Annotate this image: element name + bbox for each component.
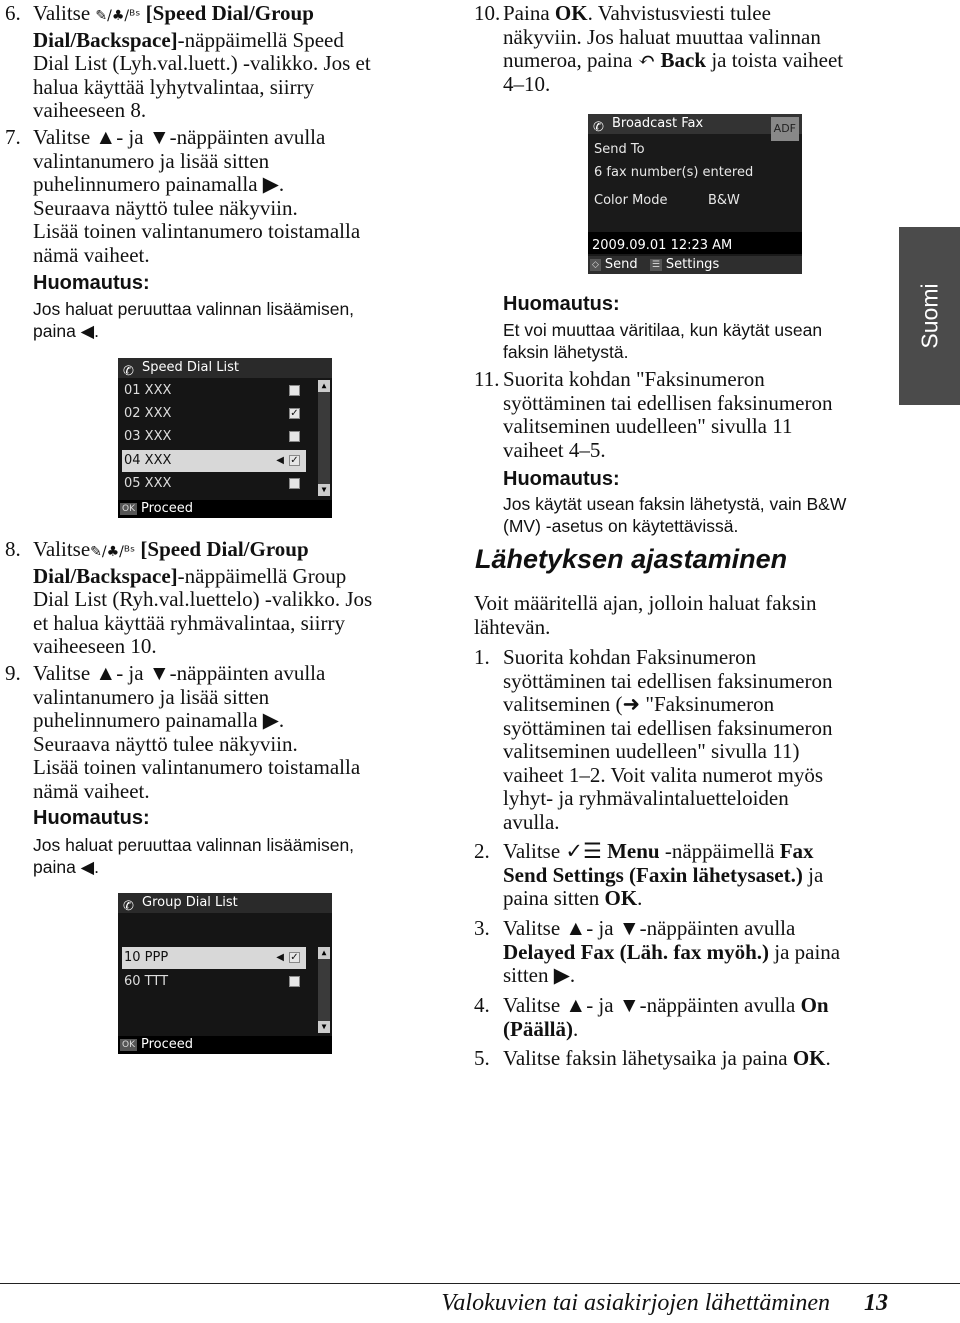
fax-icon: ✆ bbox=[123, 899, 134, 914]
footer-divider bbox=[0, 1283, 960, 1284]
note-heading: Huomautus: bbox=[33, 272, 150, 294]
note-body: Jos käytät usean faksin lähetystä, vain B&W (MV) -asetus on käytettävissä. bbox=[503, 494, 847, 536]
speed-dial-icon: ✎/♣/ᴮˢ bbox=[95, 8, 141, 24]
note-heading: Huomautus: bbox=[503, 293, 620, 315]
note-body: Jos haluat peruuttaa valinnan lisäämisen, paina ◀. bbox=[33, 299, 355, 341]
scroll-up-icon[interactable]: ▲ bbox=[318, 947, 330, 959]
intro-paragraph: Voit määritellä ajan, jolloin haluat faksin lähtevän. bbox=[474, 591, 817, 639]
checkbox[interactable] bbox=[289, 976, 300, 987]
scroll-down-icon[interactable]: ▼ bbox=[318, 484, 330, 496]
left-arrow-icon: ◀ bbox=[276, 952, 284, 963]
checkbox[interactable]: ✓ bbox=[290, 408, 299, 419]
page-number: 13 bbox=[864, 1290, 888, 1316]
list-item[interactable]: 01 XXX bbox=[122, 380, 306, 402]
group-dial-list-screen bbox=[118, 893, 332, 1054]
step-number: 6. bbox=[5, 1, 21, 25]
ok-icon: OK bbox=[122, 1040, 135, 1050]
list-item[interactable]: 05 XXX bbox=[122, 473, 306, 495]
scrollbar[interactable] bbox=[318, 947, 330, 1033]
checkbox[interactable] bbox=[289, 478, 300, 489]
scroll-up-icon[interactable]: ▲ bbox=[318, 380, 330, 392]
checkbox[interactable] bbox=[289, 385, 300, 396]
fax-icon: ✆ bbox=[593, 120, 604, 135]
start-icon: ◇ bbox=[592, 260, 599, 270]
left-arrow-icon: ◀ bbox=[276, 455, 284, 466]
menu-icon: ☰ bbox=[651, 260, 660, 270]
checkbox[interactable]: ✓ bbox=[290, 952, 299, 963]
note-heading: Huomautus: bbox=[503, 468, 620, 490]
list-item[interactable]: 02 XXX ✓ bbox=[124, 406, 299, 421]
speed-dial-icon: ✎/♣/ᴮˢ bbox=[90, 544, 136, 560]
list-item[interactable]: 03 XXX bbox=[122, 426, 306, 448]
note-body: Jos haluat peruuttaa valinnan lisäämisen, paina ◀. bbox=[33, 835, 355, 877]
fax-icon: ✆ bbox=[123, 364, 134, 379]
screen-footer[interactable]: OK Proceed bbox=[118, 1036, 332, 1054]
screen-footer: ◇ Send ☰ Settings bbox=[588, 256, 802, 274]
page-footer bbox=[441, 1290, 888, 1317]
scroll-down-icon[interactable]: ▼ bbox=[318, 1021, 330, 1033]
list-item[interactable]: 60 TTT bbox=[122, 971, 306, 993]
checkbox[interactable]: ✓ bbox=[290, 455, 299, 466]
checkbox[interactable] bbox=[289, 431, 300, 442]
screen-title: Broadcast Fax bbox=[588, 114, 802, 134]
section-title: Lähetyksen ajastaminen bbox=[475, 544, 788, 574]
speed-dial-list-screen bbox=[118, 358, 332, 518]
broadcast-fax-screen: Broadcast Fax ✆ ADF Send To 6 fax number(s) entered Color Mode B&W 2009.09.01 12:23 AM ◇ Send ☰ Settings bbox=[588, 114, 802, 274]
scrollbar[interactable] bbox=[318, 380, 330, 496]
footer-title: Valokuvien tai asiakirjojen lähettäminen bbox=[441, 1290, 830, 1316]
note-body: Et voi muuttaa väritilaa, kun käytät usean faksin lähetystä. bbox=[503, 320, 823, 362]
list-item-selected[interactable]: 10 PPP ◀ ✓ bbox=[122, 947, 306, 969]
screen-footer[interactable]: OK Proceed bbox=[118, 500, 332, 518]
screen-title: Speed Dial List bbox=[118, 358, 332, 378]
language-tab: Suomi bbox=[899, 227, 960, 405]
datetime: 2009.09.01 12:23 AM bbox=[592, 238, 733, 253]
note-heading: Huomautus: bbox=[33, 807, 150, 829]
ok-icon: OK bbox=[122, 504, 135, 514]
adf-badge: ADF bbox=[771, 117, 799, 141]
screen-title: Group Dial List bbox=[118, 893, 332, 913]
list-item-selected[interactable]: 04 XXX ◀ ✓ bbox=[122, 450, 306, 472]
